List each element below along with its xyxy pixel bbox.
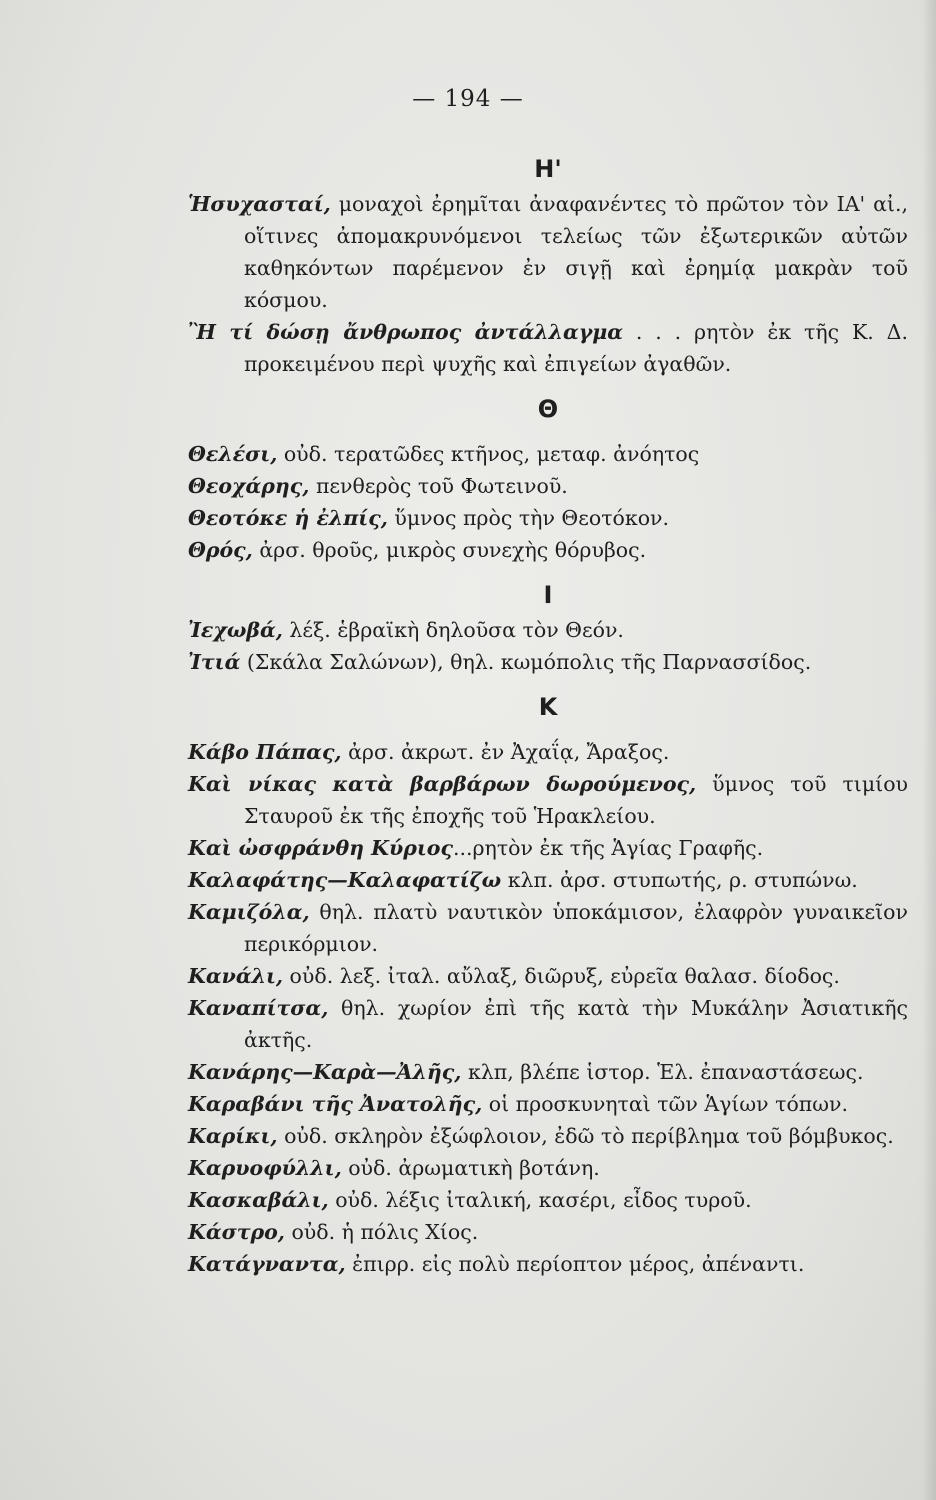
entry-headword: Κάβο Πάπας, (188, 740, 342, 764)
entry-definition: . . . ρητὸν ἐκ τῆς Κ. Δ. προκειμένου περὶ ψυχῆς καὶ ἐπιγείων ἀγαθῶν. (244, 320, 908, 376)
glossary-entry (188, 736, 908, 768)
glossary-entry (188, 992, 908, 1056)
page-edge-shadow (922, 0, 936, 1500)
entry-definition: κλπ. ἀρσ. στυπωτής, ρ. στυπώνω. (501, 868, 858, 892)
glossary-entry (188, 768, 908, 832)
entry-headword: Καὶ νίκας κατὰ βαρβάρων δωρούμενος, (188, 772, 697, 796)
glossary-entry (188, 188, 908, 316)
entry-headword: Θεοχάρης, (188, 474, 310, 498)
entry-headword: Κατάγναντα, (188, 1252, 346, 1276)
entry-headword: Κάστρο, (188, 1220, 285, 1244)
entry-headword: Ἡσυχασταί, (188, 192, 331, 216)
page-number: — 194 — (412, 86, 524, 112)
entry-definition: οὐδ. τερατῶδες κτῆνος, μεταφ. ἀνόητος (277, 442, 700, 466)
glossary-entry (188, 316, 908, 380)
section-heading-iota: Ι (543, 581, 553, 609)
entry-headword: Ἰτιά (188, 650, 241, 674)
entry-definition: κλπ, βλέπε ἱστορ. Ἑλ. ἐπαναστάσεως. (461, 1060, 864, 1084)
entry-definition: θηλ. χωρίον ἐπὶ τῆς κατὰ τὴν Μυκάλην Ἀσιατικῆς ἀκτῆς. (244, 996, 908, 1052)
entry-definition: οὐδ. λέξις ἰταλική, κασέρι, εἶδος τυροῦ. (328, 1188, 752, 1212)
entry-definition: οὐδ. σκληρὸν ἐξώφλοιον, ἐδῶ τὸ περίβλημα τοῦ βόμβυκος. (277, 1124, 894, 1148)
entry-headword: Καρίκι, (188, 1124, 278, 1148)
entry-definition: ἀρσ. ἀκρωτ. ἐν Ἀχαΐᾳ, Ἄραξος. (341, 740, 670, 764)
glossary-entry (188, 1152, 908, 1184)
glossary-entry (188, 832, 908, 864)
entry-headword: Ἰεχωβά, (188, 618, 283, 642)
entry-headword: Θεοτόκε ἡ ἐλπίς, (188, 506, 388, 530)
entry-definition: μοναχοὶ ἐρημῖται ἀναφανέντες τὸ πρῶτον τὸν ΙΑ' αἰ., οἵτινες ἀπομακρυνόμενοι τελείως τῶν ἐξωτερικῶν αὐτῶν καθηκόντων παρέμενον ἐν σιγῇ καὶ ἐρημίᾳ μακρὰν τοῦ κόσμου. (244, 192, 908, 312)
entry-headword: Καρυοφύλλι, (188, 1156, 342, 1180)
entry-definition: θηλ. πλατὺ ναυτικὸν ὑποκάμισον, ἐλαφρὸν γυναικεῖον περικόρμιον. (244, 900, 908, 956)
entry-headword: Θρός, (188, 538, 253, 562)
glossary-entry (188, 1184, 908, 1216)
entry-definition: ἀρσ. θροῦς, μικρὸς συνεχὴς θόρυβος. (252, 538, 647, 562)
entry-definition: λέξ. ἑβραϊκὴ δηλοῦσα τὸν Θεόν. (282, 618, 624, 642)
entry-headword: Κανάλι, (188, 964, 284, 988)
glossary-entry (188, 864, 908, 896)
glossary-entry (188, 614, 908, 646)
entry-headword: Καναπίτσα, (188, 996, 329, 1020)
section-heading-theta: Θ (537, 395, 559, 423)
entry-headword: Ἢ τί δώσῃ ἄνθρωπος ἀντάλλαγμα (188, 320, 624, 344)
entry-headword: Καὶ ὠσφράνθη Κύριος (188, 836, 453, 860)
entry-headword: Κασκαβάλι, (188, 1188, 329, 1212)
entry-headword: Καμιζόλα, (188, 900, 310, 924)
entry-definition: ὕμνος τοῦ τιμίου Σταυροῦ ἐκ τῆς ἐποχῆς τοῦ Ἡρακλείου. (244, 772, 909, 828)
entry-headword: Θελέσι, (188, 442, 278, 466)
glossary-entry (188, 1056, 908, 1088)
entry-definition: οὐδ. ἡ πόλις Χίος. (284, 1220, 479, 1244)
glossary-entry (188, 960, 908, 992)
entry-definition: οὐδ. ἀρωματικὴ βοτάνη. (341, 1156, 600, 1180)
glossary-entry (188, 502, 908, 534)
glossary-content (188, 150, 908, 1280)
section-heading-eta: Η' (534, 155, 562, 183)
section-heading-kappa: Κ (538, 693, 558, 721)
entry-definition: (Σκάλα Σαλώνων), θηλ. κωμόπολις τῆς Παρνασσίδος. (240, 650, 812, 674)
entry-definition: οἱ προσκυνηταὶ τῶν Ἁγίων τόπων. (482, 1092, 848, 1116)
glossary-entry (188, 896, 908, 960)
glossary-entry (188, 1216, 908, 1248)
glossary-entry (188, 534, 908, 566)
glossary-entry (188, 470, 908, 502)
glossary-entry (188, 1120, 908, 1152)
entry-headword: Καραβάνι τῆς Ἀνατολῆς, (188, 1092, 483, 1116)
entry-definition: ...ρητὸν ἐκ τῆς Ἁγίας Γραφῆς. (452, 836, 764, 860)
entry-definition: οὐδ. λεξ. ἰταλ. αὔλαξ, διῶρυξ, εὐρεῖα θαλασ. δίοδος. (283, 964, 840, 988)
entry-definition: ὕμνος πρὸς τὴν Θεοτόκον. (387, 506, 670, 530)
entry-headword: Κανάρης—Καρὰ—Ἀλῆς, (188, 1060, 462, 1084)
entry-headword: Καλαφάτης—Καλαφατίζω (188, 868, 502, 892)
entry-definition: ἐπιρρ. εἰς πολὺ περίοπτον μέρος, ἀπέναντι. (345, 1252, 805, 1276)
glossary-entry (188, 438, 908, 470)
glossary-entry (188, 1088, 908, 1120)
entry-definition: πενθερὸς τοῦ Φωτεινοῦ. (309, 474, 568, 498)
glossary-entry (188, 646, 908, 678)
glossary-entry (188, 1248, 908, 1280)
